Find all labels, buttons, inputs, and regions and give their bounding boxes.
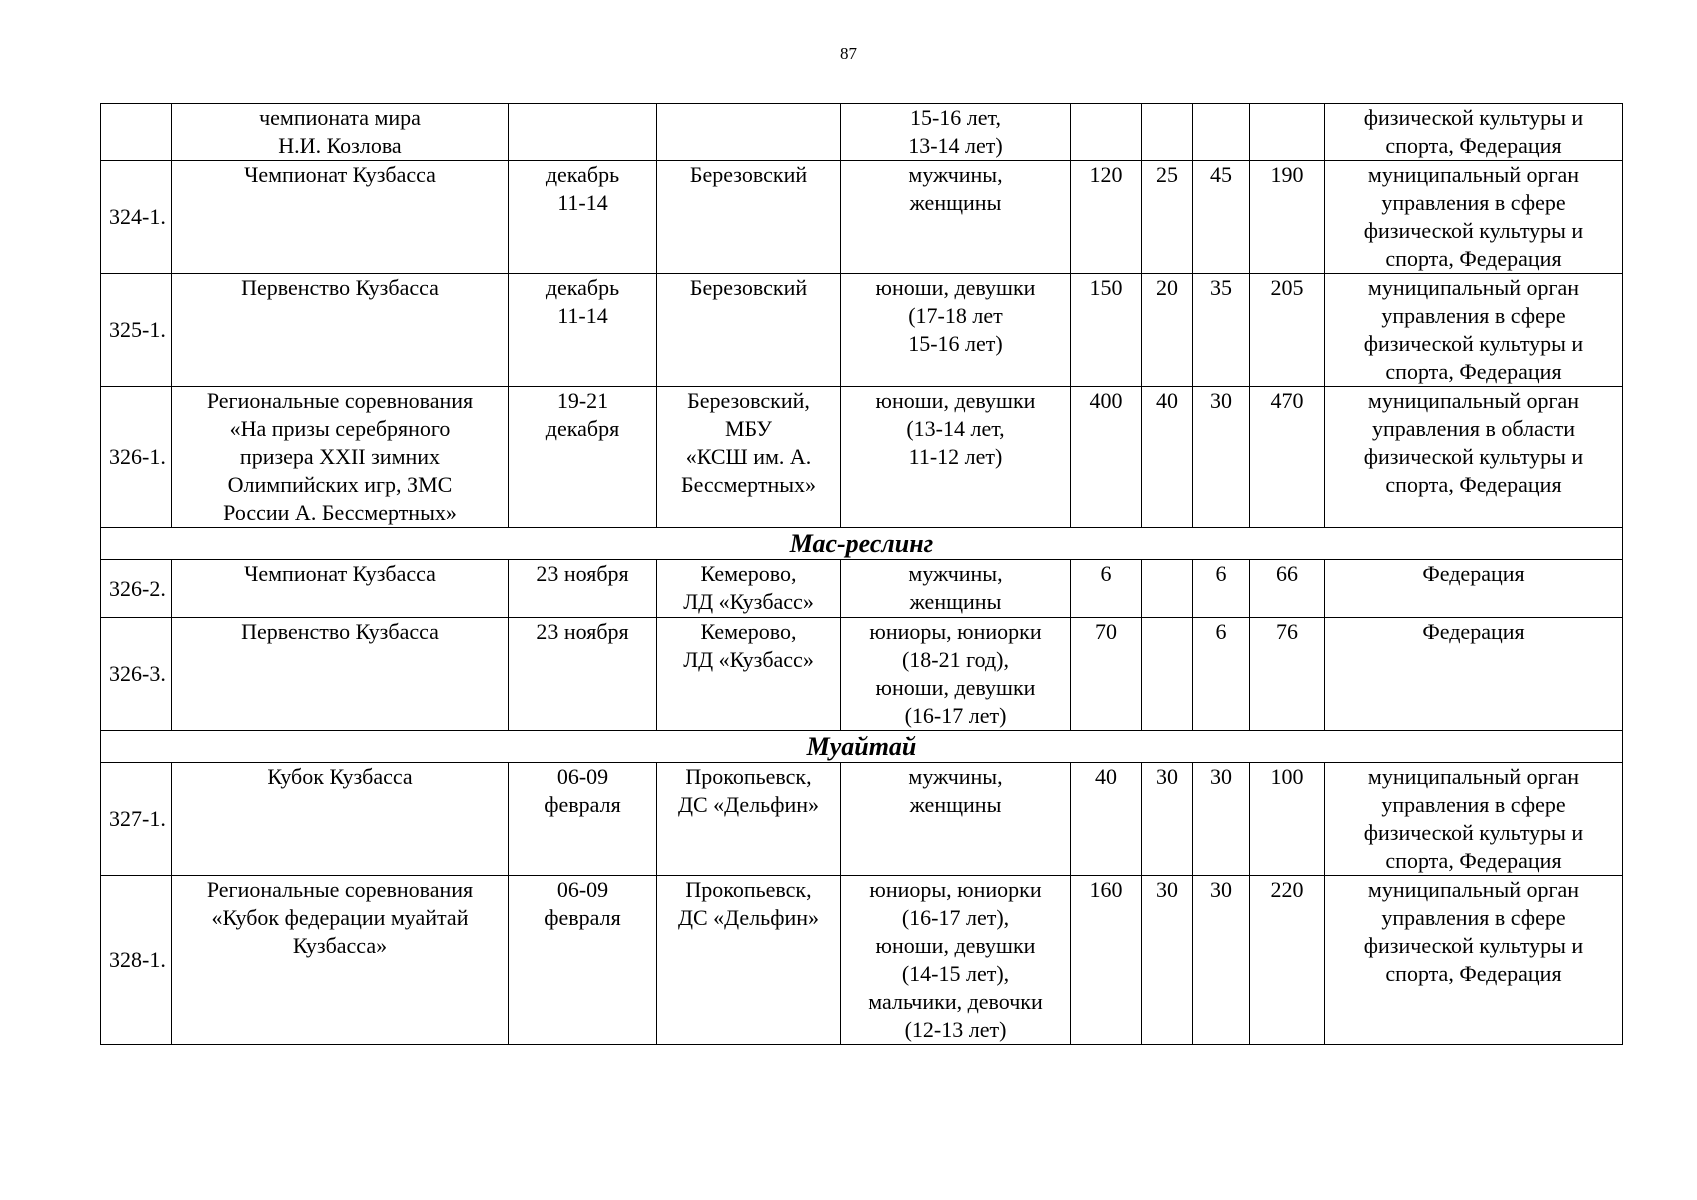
participants-line: юниоры, юниорки <box>869 877 1042 902</box>
event-date-line: 23 ноября <box>536 619 629 644</box>
count-2 <box>1142 763 1193 876</box>
row-number-text: 326-1. <box>109 444 166 469</box>
count-3-value: 35 <box>1210 275 1232 300</box>
event-place-line: Бессмертных» <box>680 472 817 497</box>
event-name-line: «На призы серебряного <box>229 416 451 441</box>
count-1-value: 120 <box>1089 162 1123 187</box>
event-name-line: призера XXII зимних <box>239 444 441 469</box>
table-row <box>101 104 1623 161</box>
count-3 <box>1193 763 1250 876</box>
organizer <box>1325 763 1623 876</box>
participants-line: (13-14 лет, <box>906 416 1005 441</box>
count-2-value: 30 <box>1156 764 1178 789</box>
count-3-value: 30 <box>1210 764 1232 789</box>
event-date <box>509 274 657 387</box>
count-total <box>1250 560 1325 618</box>
event-name <box>172 387 509 528</box>
count-total-value: 190 <box>1270 162 1304 187</box>
count-2 <box>1142 387 1193 528</box>
organizer-line: спорта, Федерация <box>1385 359 1562 384</box>
event-place-line: Прокопьевск, <box>685 764 812 789</box>
count-total <box>1250 763 1325 876</box>
event-date <box>509 161 657 274</box>
participants <box>841 274 1071 387</box>
event-name-line: Первенство Кузбасса <box>241 275 439 300</box>
table-row <box>101 876 1623 1045</box>
participants-line: (16-17 лет), <box>901 905 1010 930</box>
event-name-line: Кубок Кузбасса <box>267 764 413 789</box>
event-name-line: чемпионата мира <box>259 105 421 130</box>
event-place <box>657 876 841 1045</box>
organizer <box>1325 274 1623 387</box>
participants-line: мальчики, девочки <box>868 989 1043 1014</box>
event-place-line: Прокопьевск, <box>685 877 812 902</box>
count-3 <box>1193 618 1250 731</box>
row-number <box>101 560 172 618</box>
count-total-value: 220 <box>1270 877 1304 902</box>
organizer-line: управления в области <box>1372 416 1575 441</box>
event-date-line: 06-09 <box>556 877 609 902</box>
count-1-value: 150 <box>1089 275 1123 300</box>
event-name-line: Н.И. Козлова <box>278 133 402 158</box>
organizer-line: спорта, Федерация <box>1385 133 1562 158</box>
event-place-line: «КСШ им. А. <box>685 444 812 469</box>
count-total-value: 205 <box>1270 275 1304 300</box>
count-1 <box>1071 560 1142 618</box>
event-place-line: ЛД «Кузбасс» <box>683 589 814 614</box>
event-date-line: декабрь <box>545 162 620 187</box>
row-number <box>101 387 172 528</box>
count-3 <box>1193 876 1250 1045</box>
count-1-value: 160 <box>1089 877 1123 902</box>
count-1 <box>1071 104 1142 161</box>
organizer <box>1325 560 1623 618</box>
count-3 <box>1193 560 1250 618</box>
participants-line: 15-16 лет) <box>908 331 1003 356</box>
count-2-value: 30 <box>1156 877 1178 902</box>
section-title-text: Муайтай <box>806 732 917 761</box>
organizer-line: спорта, Федерация <box>1385 472 1562 497</box>
event-date <box>509 876 657 1045</box>
participants-line: 13-14 лет) <box>908 133 1003 158</box>
count-1-value: 6 <box>1100 561 1112 586</box>
count-1 <box>1071 387 1142 528</box>
row-number-text: 325-1. <box>109 317 166 342</box>
count-total-value: 66 <box>1276 561 1298 586</box>
event-date-line: 19-21 <box>556 388 609 413</box>
count-1-value: 40 <box>1095 764 1117 789</box>
count-2 <box>1142 161 1193 274</box>
event-name <box>172 560 509 618</box>
row-number <box>101 618 172 731</box>
organizer-line: управления в сфере <box>1381 792 1566 817</box>
count-total <box>1250 387 1325 528</box>
participants-line: 11-12 лет) <box>908 444 1003 469</box>
event-name-line: Первенство Кузбасса <box>241 619 439 644</box>
organizer-line: муниципальный орган <box>1367 162 1580 187</box>
count-total <box>1250 274 1325 387</box>
count-1 <box>1071 876 1142 1045</box>
participants-line: (18-21 год), <box>901 647 1009 672</box>
participants-line: (17-18 лет <box>908 303 1003 328</box>
count-1 <box>1071 161 1142 274</box>
table-row <box>101 763 1623 876</box>
event-name-line: «Кубок федерации муайтай <box>211 905 469 930</box>
count-3 <box>1193 104 1250 161</box>
event-name <box>172 104 509 161</box>
count-1 <box>1071 618 1142 731</box>
row-number-text: 327-1. <box>109 806 166 831</box>
row-number <box>101 161 172 274</box>
count-3 <box>1193 387 1250 528</box>
count-2-value: 40 <box>1156 388 1178 413</box>
count-total <box>1250 876 1325 1045</box>
organizer-line: муниципальный орган <box>1367 275 1580 300</box>
row-number <box>101 274 172 387</box>
event-date-line: февраля <box>544 792 621 817</box>
event-date-line: 06-09 <box>556 764 609 789</box>
event-name-line: Чемпионат Кузбасса <box>244 561 436 586</box>
organizer-line: спорта, Федерация <box>1385 848 1562 873</box>
organizer-line: муниципальный орган <box>1367 877 1580 902</box>
organizer-line: муниципальный орган <box>1367 388 1580 413</box>
row-number-text: 326-2. <box>109 575 166 601</box>
count-3-value: 6 <box>1215 619 1227 644</box>
event-date-line: декабрь <box>545 275 620 300</box>
count-1-value: 400 <box>1089 388 1123 413</box>
row-number-text: 326-3. <box>109 661 166 686</box>
organizer <box>1325 161 1623 274</box>
participants-line: юноши, девушки <box>875 675 1036 700</box>
section-header-row <box>101 528 1623 560</box>
event-name <box>172 876 509 1045</box>
organizer-line: физической культуры и <box>1363 444 1584 469</box>
count-total <box>1250 161 1325 274</box>
event-place-line: МБУ <box>725 416 772 441</box>
participants-line: женщины <box>909 589 1002 614</box>
event-place <box>657 763 841 876</box>
event-date-line: 23 ноября <box>536 561 629 586</box>
row-number <box>101 104 172 161</box>
participants-line: (16-17 лет) <box>904 703 1007 728</box>
table-row <box>101 161 1623 274</box>
page-number: 87 <box>840 44 857 63</box>
event-place-line: Березовский, <box>687 388 810 413</box>
event-place <box>657 618 841 731</box>
participants-line: 15-16 лет, <box>909 105 1002 130</box>
event-date-line: 11-14 <box>557 303 608 328</box>
organizer-line: Федерация <box>1422 561 1525 586</box>
event-date-line: 11-14 <box>557 190 608 215</box>
event-place-line: ДС «Дельфин» <box>677 792 820 817</box>
count-3-value: 30 <box>1210 877 1232 902</box>
event-place <box>657 104 841 161</box>
section-title <box>101 731 1623 763</box>
event-name <box>172 161 509 274</box>
participants <box>841 560 1071 618</box>
event-name <box>172 763 509 876</box>
count-3 <box>1193 161 1250 274</box>
event-name-line: Региональные соревнования <box>206 877 474 902</box>
participants <box>841 104 1071 161</box>
organizer-line: Федерация <box>1422 619 1525 644</box>
event-name-line: России А. Бессмертных» <box>223 500 457 525</box>
table-row <box>101 387 1623 528</box>
row-number <box>101 763 172 876</box>
event-place-line: Кемерово, <box>700 619 797 644</box>
organizer-line: физической культуры и <box>1363 218 1584 243</box>
organizer <box>1325 104 1623 161</box>
participants-line: мужчины, <box>908 764 1003 789</box>
count-2-value: 20 <box>1156 275 1178 300</box>
event-name-line: Олимпийских игр, ЗМС <box>227 472 453 497</box>
participants <box>841 161 1071 274</box>
organizer-line: спорта, Федерация <box>1385 961 1562 986</box>
organizer-line: муниципальный орган <box>1367 764 1580 789</box>
organizer <box>1325 876 1623 1045</box>
count-3 <box>1193 274 1250 387</box>
event-date <box>509 104 657 161</box>
participants <box>841 618 1071 731</box>
count-total-value: 470 <box>1270 388 1304 413</box>
count-2 <box>1142 876 1193 1045</box>
section-title <box>101 528 1623 560</box>
event-place-line: Березовский <box>689 162 808 187</box>
schedule-table <box>100 103 1623 1045</box>
row-number <box>101 876 172 1045</box>
organizer-line: управления в сфере <box>1381 190 1566 215</box>
count-total <box>1250 104 1325 161</box>
count-total-value: 100 <box>1270 764 1304 789</box>
table-row <box>101 560 1623 618</box>
event-place-line: Кемерово, <box>700 561 797 586</box>
count-3-value: 6 <box>1215 561 1227 586</box>
count-3-value: 45 <box>1210 162 1232 187</box>
count-1-value: 70 <box>1095 619 1117 644</box>
count-1 <box>1071 763 1142 876</box>
participants <box>841 387 1071 528</box>
event-name-line: Чемпионат Кузбасса <box>244 162 436 187</box>
participants-line: мужчины, <box>908 561 1003 586</box>
count-3-value: 30 <box>1210 388 1232 413</box>
participants-line: женщины <box>909 190 1002 215</box>
participants <box>841 763 1071 876</box>
schedule-body <box>101 104 1623 1045</box>
event-place <box>657 560 841 618</box>
event-place-line: ЛД «Кузбасс» <box>683 647 814 672</box>
event-date <box>509 618 657 731</box>
organizer-line: физической культуры и <box>1363 331 1584 356</box>
count-1 <box>1071 274 1142 387</box>
event-place <box>657 161 841 274</box>
organizer-line: физической культуры и <box>1363 820 1584 845</box>
table-row <box>101 618 1623 731</box>
participants-line: юниоры, юниорки <box>869 619 1042 644</box>
participants-line: (12-13 лет) <box>904 1017 1007 1042</box>
count-total-value: 76 <box>1276 619 1298 644</box>
count-2 <box>1142 618 1193 731</box>
participants-line: (14-15 лет), <box>901 961 1010 986</box>
event-name <box>172 274 509 387</box>
organizer-line: управления в сфере <box>1381 905 1566 930</box>
event-date-line: декабря <box>545 416 620 441</box>
event-date-line: февраля <box>544 905 621 930</box>
organizer <box>1325 618 1623 731</box>
event-name <box>172 618 509 731</box>
participants <box>841 876 1071 1045</box>
participants-line: женщины <box>909 792 1002 817</box>
row-number-text: 324-1. <box>109 204 166 229</box>
event-name-line: Кузбасса» <box>292 933 388 958</box>
event-place-line: ДС «Дельфин» <box>677 905 820 930</box>
table-row <box>101 274 1623 387</box>
event-date <box>509 763 657 876</box>
participants-line: юноши, девушки <box>875 933 1036 958</box>
event-place-line: Березовский <box>689 275 808 300</box>
event-name-line: Региональные соревнования <box>206 388 474 413</box>
organizer-line: управления в сфере <box>1381 303 1566 328</box>
section-header-row <box>101 731 1623 763</box>
participants-line: юноши, девушки <box>875 275 1036 300</box>
event-place <box>657 387 841 528</box>
count-2 <box>1142 274 1193 387</box>
organizer-line: физической культуры и <box>1363 105 1584 130</box>
participants-line: мужчины, <box>908 162 1003 187</box>
count-2-value: 25 <box>1156 162 1178 187</box>
participants-line: юноши, девушки <box>875 388 1036 413</box>
event-date <box>509 387 657 528</box>
organizer-line: физической культуры и <box>1363 933 1584 958</box>
count-2 <box>1142 560 1193 618</box>
row-number-text: 328-1. <box>109 947 166 972</box>
count-2 <box>1142 104 1193 161</box>
section-title-text: Мас-реслинг <box>789 529 934 558</box>
organizer-line: спорта, Федерация <box>1385 246 1562 271</box>
count-total <box>1250 618 1325 731</box>
event-date <box>509 560 657 618</box>
event-place <box>657 274 841 387</box>
organizer <box>1325 387 1623 528</box>
